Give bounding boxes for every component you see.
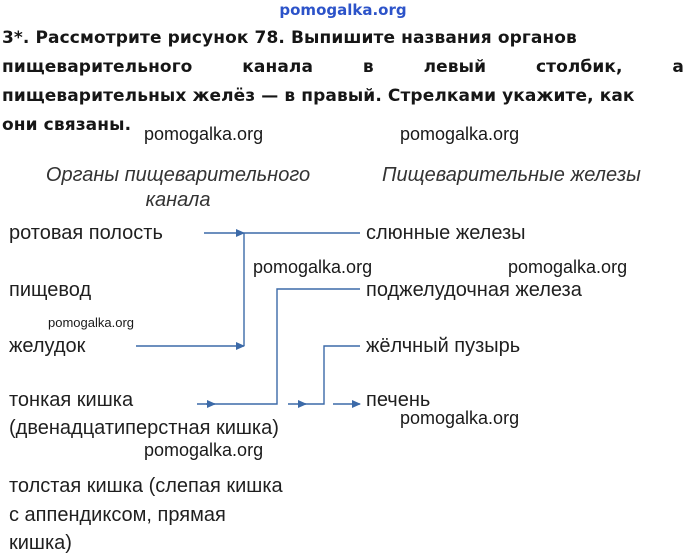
- left-item: толстая кишка (слепая кишка: [9, 475, 283, 497]
- right-column-header: Пищеварительные железы: [382, 164, 641, 186]
- watermark-top: pomogalka.org: [279, 1, 407, 19]
- left-item: пищевод: [9, 279, 92, 301]
- watermark: pomogalka.org: [400, 408, 520, 428]
- right-item: слюнные железы: [366, 222, 526, 244]
- watermark: pomogalka.org: [253, 257, 373, 277]
- watermark: pomogalka.org: [48, 315, 134, 330]
- watermark: pomogalka.org: [508, 257, 628, 277]
- watermark: pomogalka.org: [144, 124, 264, 144]
- left-item: с аппендиксом, прямая: [9, 504, 226, 526]
- connector-line: [300, 346, 360, 404]
- left-item: (двенадцатиперстная кишка): [9, 417, 279, 439]
- watermark: pomogalka.org: [144, 440, 264, 460]
- task-line-1: 3*. Рассмотрите рисунок 78. Выпишите названия органов: [2, 28, 577, 48]
- task-line-2: пищеварительного канала в левый столбик, а: [2, 57, 684, 77]
- left-item: ротовая полость: [9, 222, 163, 244]
- left-item: кишка): [9, 532, 72, 554]
- watermark: pomogalka.org: [400, 124, 520, 144]
- left-header-line-1: Органы пищеварительного: [45, 164, 311, 186]
- right-item: поджелудочная железа: [366, 279, 582, 301]
- left-item: тонкая кишка: [9, 389, 134, 411]
- right-item: жёлчный пузырь: [366, 335, 521, 357]
- left-item: желудок: [9, 335, 86, 357]
- left-header-line-2: канала: [145, 189, 211, 211]
- right-item: печень: [366, 389, 431, 411]
- task-line-4: они связаны.: [2, 115, 132, 135]
- task-line-3: пищеварительных желёз — в правый. Стрелками укажите, как: [2, 86, 635, 106]
